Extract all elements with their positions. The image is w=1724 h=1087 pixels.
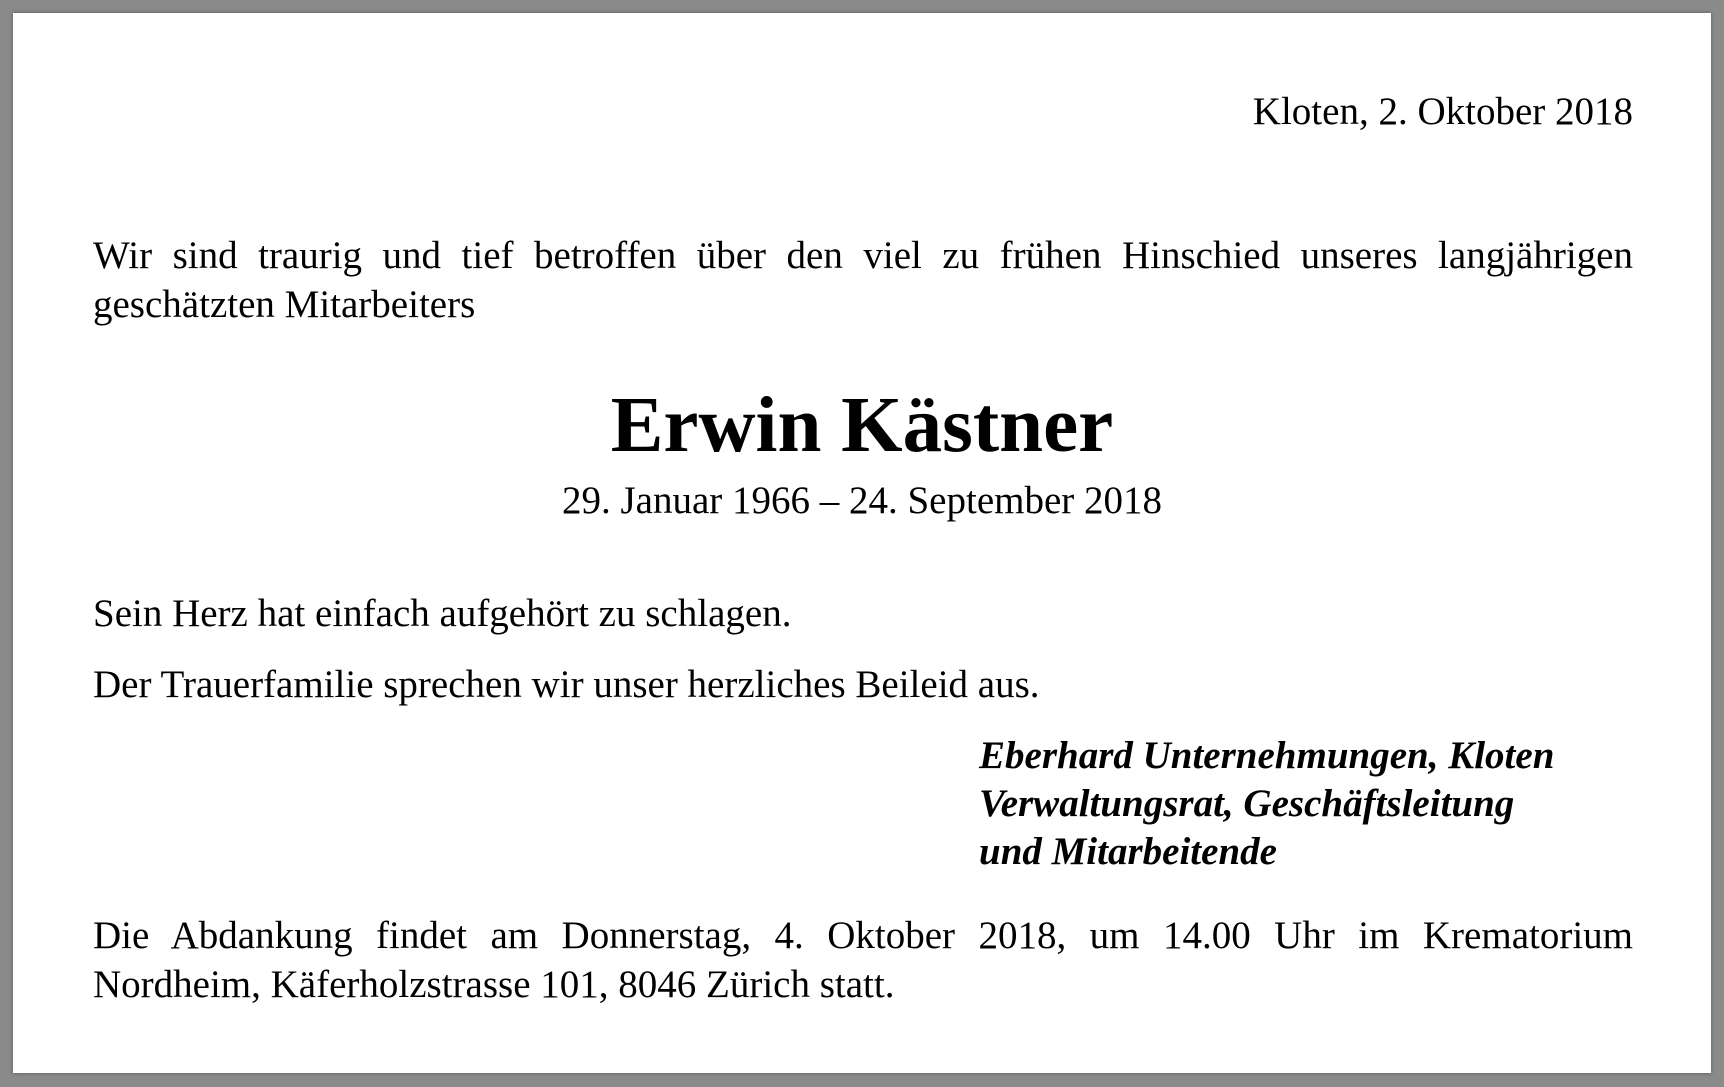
place-date: Kloten, 2. Oktober 2018 (1252, 90, 1633, 133)
intro-paragraph: Wir sind traurig und tief betroffen über den viel zu frühen Hinschied unseres langjährigen geschätzten Mitarbeiters (93, 234, 1633, 326)
signature-line-staff: und Mitarbeitende (979, 830, 1277, 873)
notice-sheet (13, 13, 1711, 1073)
heart-sentence: Sein Herz hat einfach aufgehört zu schlagen. (93, 592, 792, 635)
signature-line-board: Verwaltungsrat, Geschäftsleitung (979, 782, 1515, 825)
deceased-name: Erwin Kästner (610, 382, 1114, 469)
signature-block (979, 732, 1554, 876)
ceremony-paragraph: Die Abdankung findet am Donnerstag, 4. Oktober 2018, um 14.00 Uhr im Krematorium Nordheim, Käferholzstrasse 101, 8046 Zürich statt. (93, 914, 1633, 1006)
condolence-sentence: Der Trauerfamilie sprechen wir unser herzliches Beileid aus. (93, 663, 1040, 706)
life-dates: 29. Januar 1966 – 24. September 2018 (561, 479, 1163, 522)
signature-line-company: Eberhard Unternehmungen, Kloten (979, 734, 1555, 777)
